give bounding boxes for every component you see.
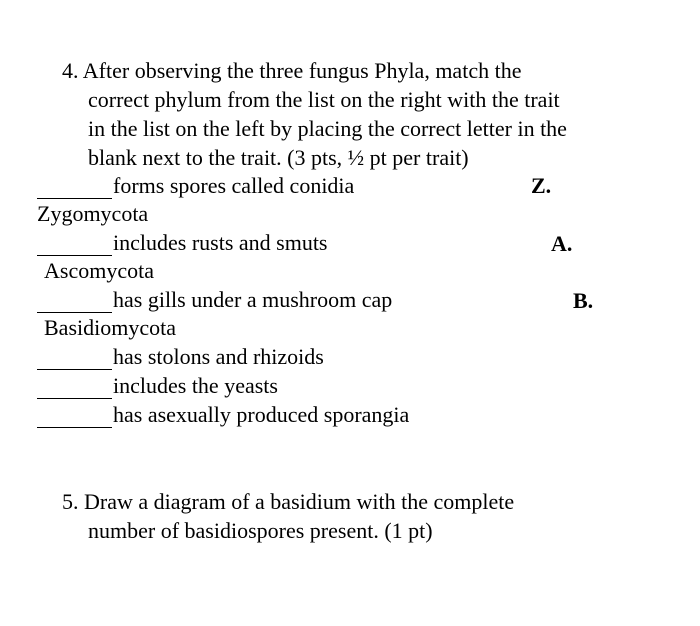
trait-row-2 [37,230,328,256]
question-4-line-4: blank next to the trait. (3 pts, ½ pt per trait) [88,145,469,170]
answer-blank-3[interactable] [37,292,112,313]
option-letter-a: A. [551,231,573,256]
question-4-number: 4. [62,58,79,83]
trait-row-4 [37,344,324,370]
answer-blank-2[interactable] [37,235,112,256]
answer-blank-4[interactable] [37,349,112,370]
trait-text-5: includes the yeasts [113,373,278,398]
phylum-ascomycota: Ascomycota [44,258,154,283]
answer-blank-1[interactable] [37,178,112,199]
trait-text-1: forms spores called conidia [113,173,355,198]
question-4-line-1 [62,58,521,84]
trait-text-6: has asexually produced sporangia [113,402,410,427]
option-letter-z: Z. [531,173,552,198]
trait-text-2: includes rusts and smuts [113,230,328,255]
trait-row-3 [37,287,392,313]
question-4-line-2: correct phylum from the list on the right with the trait [88,87,560,112]
trait-row-5 [37,373,278,399]
option-letter-b: B. [573,288,594,313]
trait-text-3: has gills under a mushroom cap [113,287,393,312]
phylum-zygomycota: Zygomycota [37,201,149,226]
answer-blank-5[interactable] [37,378,112,399]
phylum-basidiomycota: Basidiomycota [44,315,176,340]
trait-text-4: has stolons and rhizoids [113,344,324,369]
question-5-number: 5. [62,489,79,514]
question-5-text-1: Draw a diagram of a basidium with the complete [84,489,515,514]
trait-row-6 [37,402,409,428]
question-5-line-2: number of basidiospores present. (1 pt) [88,518,433,543]
trait-row-1 [37,173,354,199]
question-5-line-1 [62,489,514,515]
question-4-line-3: in the list on the left by placing the correct letter in the [88,116,567,141]
question-4-text-1: After observing the three fungus Phyla, match the [82,58,522,83]
answer-blank-6[interactable] [37,407,112,428]
